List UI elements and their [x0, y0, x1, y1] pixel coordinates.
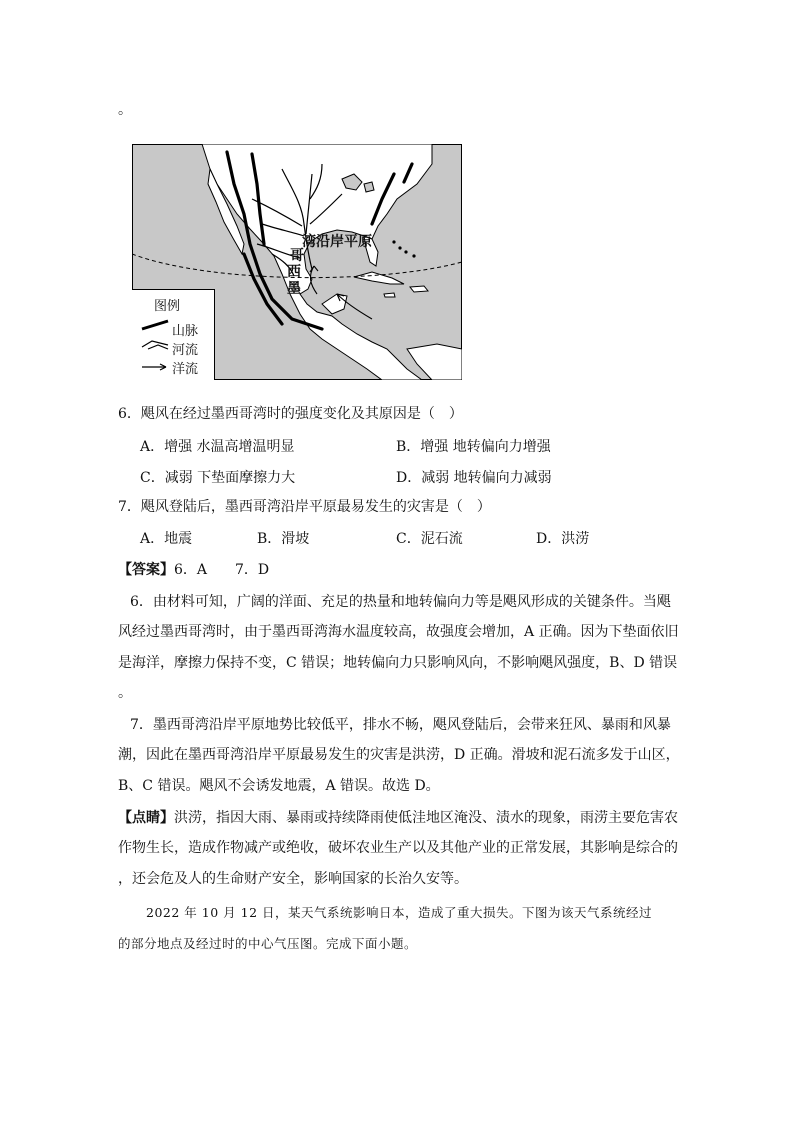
note-tag: 【点睛】 — [118, 810, 174, 826]
explain-6-line-3: 是海洋，摩擦力保持不变，C 错误；地转偏向力只影响风向，不影响飓风强度，B、D 错误 — [118, 655, 678, 671]
question-6-option-c: C．减弱 下垫面摩擦力大 — [140, 470, 296, 486]
explain-7-line-3: B、C 错误。飓风不会诱发地震，A 错误。故选 D。 — [118, 778, 440, 794]
question-6-option-b: B．增强 地转偏向力增强 — [396, 439, 551, 455]
question-6-option-d: D．减弱 地转偏向力减弱 — [396, 470, 552, 486]
answer-text: 6．A 7．D — [174, 562, 270, 578]
explain-7-line-1: 7．墨西哥湾沿岸平原地势比较低平，排水不畅，飓风登陆后，会带来狂风、暴雨和风暴 — [130, 717, 671, 733]
question-7-option-a: A．地震 — [140, 531, 193, 547]
explain-7-line-2: 潮，因此在墨西哥湾沿岸平原最易发生的灾害是洪涝，D 正确。滑坡和泥石流多发于山区， — [118, 747, 680, 763]
answer-line — [118, 560, 269, 580]
gulf-of-mexico-map — [132, 144, 462, 380]
explain-6-line-4: 。 — [118, 685, 132, 701]
answer-tag: 【答案】 — [118, 562, 174, 578]
legend-title: 图例 — [154, 299, 181, 314]
next-material-line-1: 2022 年 10 月 12 日，某天气系统影响日本，造成了重大损失。下图为该天气系统经过 — [146, 905, 652, 920]
next-material-line-2: 的部分地点及经过时的中心气压图。完成下面小题。 — [118, 936, 418, 951]
map-legend — [132, 289, 215, 380]
mexico-label-char-1: 哥 — [290, 248, 304, 264]
legend-river-label: 河流 — [172, 343, 199, 358]
explain-6-line-2: 风经过墨西哥湾时，由于墨西哥湾海水温度较高，故强度会增加，A 正确。因为下垫面依旧 — [118, 624, 679, 640]
legend-mountain-label: 山脉 — [172, 324, 199, 339]
note-line-3: ，还会危及人的生命财产安全，影响国家的长治久安等。 — [118, 871, 468, 887]
mexico-label-char-3: 墨 — [287, 281, 301, 297]
legend-symbols — [134, 315, 174, 385]
question-7-option-b: B．滑坡 — [257, 531, 310, 547]
question-6-stem: 6．飓风在经过墨西哥湾时的强度变化及其原因是（ ） — [118, 406, 463, 422]
question-7-stem: 7．飓风登陆后，墨西哥湾沿岸平原最易发生的灾害是（ ） — [118, 499, 491, 515]
note-text-1: 洪涝，指因大雨、暴雨或持续降雨使低洼地区淹没、渍水的现象，雨涝主要危害农 — [174, 810, 678, 826]
note-line-2: 作物生长，造成作物减产或绝收，破坏农业生产以及其他产业的正常发展，其影响是综合的 — [118, 840, 678, 856]
gulf-coast-plain-label: 湾沿岸平原 — [302, 234, 372, 250]
question-7-option-c: C．泥石流 — [396, 531, 463, 547]
mexico-label-char-2: 西 — [287, 264, 301, 280]
legend-mountain-symbol — [142, 321, 168, 329]
question-6-option-a: A．增强 水温高增温明显 — [140, 439, 295, 455]
legend-river-symbol — [142, 341, 168, 349]
explain-6-line-1: 6．由材料可知，广阔的洋面、充足的热量和地转偏向力等是飓风形成的关键条件。当飓 — [130, 594, 671, 610]
question-7-option-d: D．洪涝 — [536, 531, 590, 547]
top-punctuation: 。 — [118, 102, 132, 118]
legend-current-label: 洋流 — [172, 362, 199, 377]
note-line-1 — [118, 808, 678, 828]
